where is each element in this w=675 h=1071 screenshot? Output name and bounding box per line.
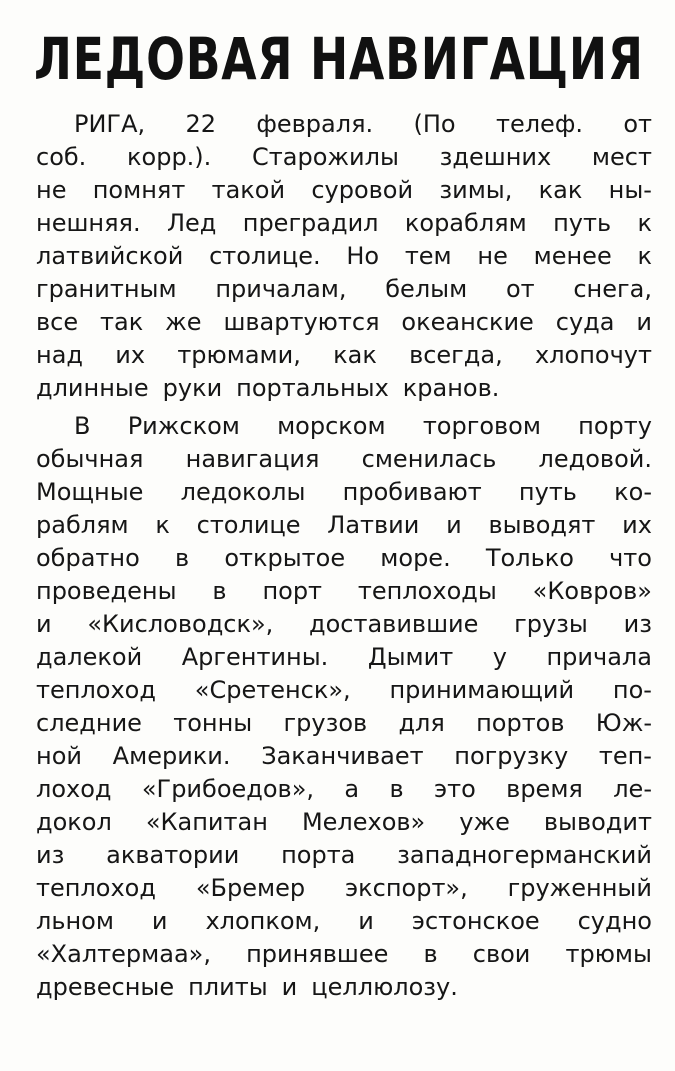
word: теп- <box>598 742 652 770</box>
text-line <box>36 608 652 641</box>
word: и <box>446 511 462 539</box>
text-line <box>36 542 652 575</box>
word: навигация <box>185 445 320 473</box>
word: причалам, <box>215 275 347 303</box>
word: их <box>622 511 652 539</box>
word: трюмами, <box>177 341 301 369</box>
word: обратно <box>36 544 140 572</box>
word: РИГА, <box>74 110 146 138</box>
word: ледоколы <box>180 478 306 506</box>
text-line <box>36 575 652 608</box>
word: ле- <box>613 775 652 803</box>
word: время <box>506 775 583 803</box>
word: далекой <box>36 643 143 671</box>
word: соб. <box>36 143 87 171</box>
word: и <box>358 907 374 935</box>
text-line <box>36 773 652 806</box>
word: хлопочут <box>534 341 652 369</box>
text-line <box>36 174 652 207</box>
word: корр.). <box>127 143 212 171</box>
word: руки <box>162 374 223 402</box>
word: грузы <box>514 610 588 638</box>
word: раблям <box>36 511 129 539</box>
word: Старожилы <box>252 143 399 171</box>
word: «Халтермаа», <box>36 940 211 968</box>
word: «Капитан <box>145 808 268 836</box>
text-line <box>36 240 652 273</box>
word: портов <box>476 709 565 737</box>
word: 22 <box>185 110 217 138</box>
word: ко- <box>614 478 652 506</box>
word: от <box>505 275 535 303</box>
word: так <box>100 308 144 336</box>
word: ледовой. <box>538 445 652 473</box>
word: кранов. <box>402 374 500 402</box>
word: всегда, <box>409 341 503 369</box>
word: белым <box>385 275 468 303</box>
article-body <box>36 108 652 1004</box>
word: выводит <box>543 808 652 836</box>
word: порта <box>281 841 356 869</box>
word: же <box>165 308 202 336</box>
word: у <box>492 643 507 671</box>
word: открытое <box>224 544 346 572</box>
text-line <box>36 509 652 542</box>
word: торговом <box>422 412 541 440</box>
word: преградил <box>242 209 379 237</box>
word: лоход <box>36 775 112 803</box>
text-line <box>36 839 652 872</box>
word: по- <box>612 676 652 704</box>
word: Мощные <box>36 478 144 506</box>
word: гранитным <box>36 275 177 303</box>
word: Только <box>485 544 574 572</box>
word: как <box>333 341 377 369</box>
text-line <box>36 141 652 174</box>
word: экспорт», <box>344 874 468 902</box>
word: В <box>74 412 91 440</box>
word: путь <box>553 209 612 237</box>
word: и <box>281 973 298 1001</box>
word: Аргентины. <box>181 643 329 671</box>
word: Америки. <box>112 742 231 770</box>
word: помнят <box>92 176 186 204</box>
word: нешняя. <box>36 209 141 237</box>
word: хлопком, <box>205 907 321 935</box>
word: теплоход <box>36 874 156 902</box>
word: грузов <box>283 709 368 737</box>
word: причала <box>546 643 652 671</box>
word: пробивают <box>342 478 482 506</box>
text-line <box>36 372 652 405</box>
word: в <box>174 544 190 572</box>
word: Но <box>346 242 380 270</box>
word: океанские <box>401 308 534 336</box>
text-line <box>36 707 652 740</box>
word: льном <box>36 907 114 935</box>
word: мест <box>591 143 652 171</box>
word: древесные <box>36 973 175 1001</box>
word: доставившие <box>309 610 479 638</box>
paragraph-2 <box>36 410 652 1004</box>
word: от <box>623 110 652 138</box>
text-line <box>36 872 652 905</box>
headline: ЛЕДОВАЯ НАВИГАЦИЯ <box>34 25 644 93</box>
text-line <box>36 905 652 938</box>
word: (По <box>413 110 456 138</box>
word: груженный <box>507 874 652 902</box>
word: целлюлозу. <box>311 973 458 1001</box>
word: тонны <box>173 709 253 737</box>
word: зимы, <box>439 176 513 204</box>
word: а <box>344 775 360 803</box>
word: над <box>36 341 83 369</box>
word: к <box>637 242 652 270</box>
word: обычная <box>36 445 144 473</box>
text-line <box>36 306 652 339</box>
word: Лед <box>166 209 217 237</box>
text-line <box>36 641 652 674</box>
word: докол <box>36 808 112 836</box>
word: их <box>115 341 146 369</box>
word: такой <box>211 176 286 204</box>
word: «Бремер <box>195 874 306 902</box>
word: теплоходы <box>357 577 497 605</box>
word: Юж- <box>595 709 652 737</box>
word: к <box>637 209 652 237</box>
text-line <box>36 740 652 773</box>
word: для <box>398 709 445 737</box>
text-line <box>36 273 652 306</box>
word: суда <box>555 308 615 336</box>
word: Мелехов» <box>301 808 426 836</box>
word: проведены <box>36 577 177 605</box>
word: портальных <box>236 374 389 402</box>
word: как <box>538 176 583 204</box>
word: путь <box>518 478 577 506</box>
word: тем <box>404 242 452 270</box>
word: море. <box>380 544 451 572</box>
word: принимающий <box>389 676 575 704</box>
word: кораблям <box>404 209 527 237</box>
text-line <box>36 971 652 1004</box>
word: теплоход <box>36 676 156 704</box>
word: к <box>155 511 170 539</box>
word: суровой <box>311 176 414 204</box>
word: судно <box>577 907 652 935</box>
text-line <box>36 410 652 443</box>
word: свои <box>472 940 531 968</box>
word: длинные <box>36 374 149 402</box>
word: и <box>151 907 168 935</box>
word: порту <box>578 412 652 440</box>
text-line <box>36 207 652 240</box>
word: из <box>36 841 65 869</box>
word: Латвии <box>327 511 420 539</box>
word: следние <box>36 709 142 737</box>
word: из <box>623 610 652 638</box>
word: «Ковров» <box>532 577 652 605</box>
word: порт <box>262 577 323 605</box>
word: все <box>36 308 79 336</box>
word: столице <box>196 511 301 539</box>
word: Рижском <box>127 412 240 440</box>
word: Дымит <box>367 643 454 671</box>
word: принявшее <box>246 940 389 968</box>
word: февраля. <box>256 110 374 138</box>
word: морском <box>277 412 386 440</box>
word: сменилась <box>361 445 497 473</box>
word: не <box>36 176 67 204</box>
word: швартуются <box>223 308 380 336</box>
word: «Кисловодск», <box>87 610 274 638</box>
word: в <box>212 577 227 605</box>
text-line <box>36 938 652 971</box>
word: уже <box>459 808 510 836</box>
word: и <box>636 308 652 336</box>
text-line <box>36 443 652 476</box>
word: что <box>609 544 652 572</box>
word: ны- <box>608 176 652 204</box>
word: менее <box>533 242 612 270</box>
word: «Грибоедов», <box>141 775 315 803</box>
word: погрузку <box>454 742 569 770</box>
word: выводят <box>488 511 596 539</box>
word: Заканчивает <box>261 742 424 770</box>
text-line <box>36 806 652 839</box>
text-line <box>36 108 652 141</box>
word: «Сретенск», <box>194 676 351 704</box>
word: плиты <box>188 973 268 1001</box>
word: это <box>433 775 476 803</box>
word: в <box>389 775 404 803</box>
word: латвийской <box>36 242 184 270</box>
word: здешних <box>439 143 552 171</box>
word: столице. <box>209 242 321 270</box>
paragraph-1 <box>36 108 652 405</box>
text-line <box>36 674 652 707</box>
text-line <box>36 476 652 509</box>
word: эстонское <box>411 907 540 935</box>
word: ной <box>36 742 82 770</box>
word: и <box>36 610 52 638</box>
word: трюмы <box>565 940 652 968</box>
word: не <box>477 242 508 270</box>
word: западногерманский <box>397 841 652 869</box>
word: акватории <box>106 841 240 869</box>
text-line <box>36 339 652 372</box>
word: в <box>423 940 438 968</box>
word: снега, <box>573 275 652 303</box>
word: телеф. <box>495 110 583 138</box>
